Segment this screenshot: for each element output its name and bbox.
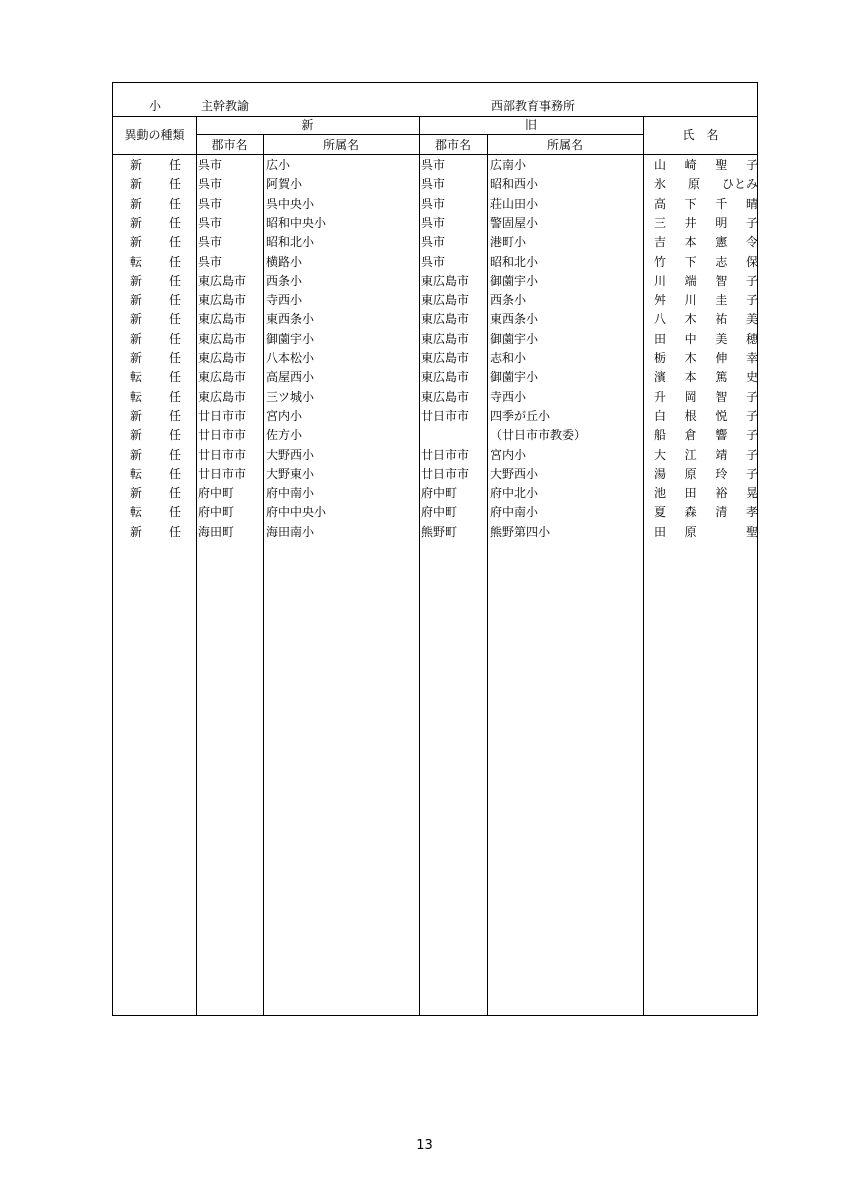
new-school: 昭和中央小: [266, 215, 327, 230]
old-city: 呉市: [421, 254, 446, 269]
old-city: 廿日市市: [421, 447, 470, 462]
new-school: 宮内小: [266, 408, 303, 423]
person-name: 高 下 千 晴: [654, 196, 758, 211]
office-name: 西部教育事務所: [491, 99, 576, 113]
new-school: 御薗宇小: [266, 331, 315, 346]
new-city: 呉市: [198, 158, 223, 172]
old-school: 昭和北小: [490, 254, 539, 269]
new-school: 三ツ城小: [266, 389, 315, 404]
new-city: 呉市: [198, 254, 223, 269]
new-city: 廿日市市: [198, 447, 247, 462]
new-school: 昭和北小: [266, 235, 315, 250]
personnel-table: [112, 82, 758, 1016]
column-new-city: 郡市名: [211, 138, 248, 152]
school-level: 小: [149, 99, 162, 113]
old-city: 呉市: [421, 177, 446, 192]
old-school: 四季が丘小: [490, 408, 551, 423]
new-school: 寺西小: [266, 293, 303, 308]
transfer-type: 転 任: [130, 505, 181, 520]
new-school: 八本松小: [266, 351, 315, 365]
new-city: 呉市: [198, 215, 223, 230]
new-city: 東広島市: [198, 312, 247, 327]
old-school: 府中北小: [490, 486, 539, 501]
divider-old-city: [487, 134, 488, 1015]
old-city: 呉市: [421, 196, 446, 211]
old-city: 東広島市: [421, 389, 470, 404]
new-city: 廿日市市: [198, 428, 247, 443]
column-name: 氏 名: [682, 128, 719, 142]
transfer-type: 新 任: [130, 293, 181, 308]
new-school: 呉中央小: [266, 196, 315, 211]
person-name: 氷 原 ひとみ: [654, 177, 758, 192]
old-city: 府中町: [421, 505, 458, 520]
divider-new-city: [263, 134, 264, 1015]
old-school: 御薗宇小: [490, 370, 539, 385]
transfer-type: 新 任: [130, 235, 181, 250]
column-old-city: 郡市名: [434, 138, 471, 152]
transfer-type: 新 任: [130, 447, 181, 462]
old-school: 広南小: [490, 158, 527, 172]
old-school: 港町小: [490, 235, 527, 250]
transfer-type: 新 任: [130, 331, 181, 346]
old-city: 東広島市: [421, 370, 470, 385]
new-city: 東広島市: [198, 273, 247, 288]
person-name: 三 井 明 子: [654, 215, 758, 230]
new-school: 府中中央小: [266, 505, 327, 520]
transfer-type: 転 任: [130, 389, 181, 404]
column-old-school: 所属名: [546, 138, 583, 152]
header-top-line: [113, 116, 758, 117]
old-school: 宮内小: [490, 447, 527, 462]
person-name: 升 岡 智 子: [654, 389, 758, 404]
transfer-type: 新 任: [130, 408, 181, 423]
old-city: 呉市: [421, 215, 446, 230]
old-city: 廿日市市: [421, 408, 470, 423]
transfer-type: 新 任: [130, 215, 181, 230]
person-name: 白 根 悦 子: [654, 408, 758, 423]
old-school: 熊野第四小: [490, 524, 551, 539]
new-city: 府中町: [198, 505, 235, 520]
new-city: 呉市: [198, 196, 223, 211]
transfer-type: 新 任: [130, 486, 181, 501]
old-city: 東広島市: [421, 293, 470, 308]
transfer-type: 新 任: [130, 428, 181, 443]
new-school: 大野西小: [266, 447, 315, 462]
old-city: 東広島市: [421, 351, 470, 365]
person-name: 夏 森 清 孝: [654, 505, 758, 520]
old-city: 呉市: [421, 235, 446, 250]
old-city: 廿日市市: [421, 466, 470, 481]
divider-new-old: [419, 116, 420, 1015]
new-school: 東西条小: [266, 312, 315, 327]
new-city: 呉市: [198, 235, 223, 250]
new-school: 高屋西小: [266, 370, 315, 385]
old-city: 府中町: [421, 486, 458, 501]
person-name: 川 端 智 子: [654, 273, 758, 288]
person-name: 山 崎 聖 子: [654, 158, 758, 172]
new-city: 東広島市: [198, 293, 247, 308]
old-school: 御薗宇小: [490, 331, 539, 346]
column-old: 旧: [524, 118, 537, 132]
person-name: 大 江 靖 子: [654, 447, 758, 462]
new-city: 呉市: [198, 177, 223, 192]
old-school: 大野西小: [490, 466, 539, 481]
new-school: 広小: [266, 158, 291, 172]
new-city: 廿日市市: [198, 466, 247, 481]
new-city: 東広島市: [198, 389, 247, 404]
old-school: 西条小: [490, 293, 527, 308]
person-name: 舛 川 圭 子: [654, 293, 758, 308]
person-name: 田 中 美 穂: [654, 331, 758, 346]
transfer-type: 転 任: [130, 254, 181, 269]
column-new: 新: [301, 118, 314, 132]
page-number: 13: [416, 1138, 433, 1153]
transfer-type: 新 任: [130, 524, 181, 539]
transfer-type: 新 任: [130, 312, 181, 327]
transfer-type: 新 任: [130, 158, 181, 172]
new-school: 大野東小: [266, 466, 315, 481]
old-school: 寺西小: [490, 389, 527, 404]
person-name: 濱 本 篤 史: [654, 370, 758, 385]
transfer-type: 新 任: [130, 196, 181, 211]
position-title: 主幹教諭: [201, 99, 250, 113]
new-school: 西条小: [266, 273, 303, 288]
old-city: 東広島市: [421, 331, 470, 346]
old-school: （廿日市市教委）: [490, 428, 587, 443]
divider-name: [643, 116, 644, 1015]
person-name: 船 倉 響 子: [654, 428, 758, 443]
person-name: 田 原 聖: [654, 524, 758, 539]
new-school: 横路小: [266, 254, 303, 269]
new-school: 佐方小: [266, 428, 303, 443]
column-type: 異動の種類: [124, 128, 185, 142]
new-city: 廿日市市: [198, 408, 247, 423]
old-school: 御薗宇小: [490, 273, 539, 288]
new-city: 海田町: [198, 524, 235, 539]
person-name: 栃 木 伸 幸: [654, 351, 758, 365]
old-city: 呉市: [421, 158, 446, 172]
old-school: 東西条小: [490, 312, 539, 327]
old-school: 府中南小: [490, 505, 539, 520]
old-school: 昭和西小: [490, 177, 539, 192]
new-school: 海田南小: [266, 524, 315, 539]
person-name: 八 木 祐 美: [654, 312, 758, 327]
header-bottom-line: [113, 154, 758, 155]
old-school: 荘山田小: [490, 196, 539, 211]
old-school: 志和小: [490, 351, 527, 365]
old-city: 東広島市: [421, 312, 470, 327]
person-name: 池 田 裕 晃: [654, 486, 758, 501]
old-school: 警固屋小: [490, 215, 539, 230]
new-city: 東広島市: [198, 331, 247, 346]
new-city: 府中町: [198, 486, 235, 501]
column-new-school: 所属名: [322, 138, 359, 152]
new-school: 阿賀小: [266, 177, 303, 192]
transfer-type: 新 任: [130, 351, 181, 365]
person-name: 竹 下 志 保: [654, 254, 758, 269]
divider-type: [196, 116, 197, 1015]
old-city: 東広島市: [421, 273, 470, 288]
transfer-type: 転 任: [130, 370, 181, 385]
transfer-type: 転 任: [130, 466, 181, 481]
person-name: 吉 本 憲 令: [654, 235, 758, 250]
new-school: 府中南小: [266, 486, 315, 501]
person-name: 湯 原 玲 子: [654, 466, 758, 481]
transfer-type: 新 任: [130, 273, 181, 288]
new-city: 東広島市: [198, 370, 247, 385]
new-city: 東広島市: [198, 351, 247, 365]
transfer-type: 新 任: [130, 177, 181, 192]
old-city: 熊野町: [421, 524, 458, 539]
